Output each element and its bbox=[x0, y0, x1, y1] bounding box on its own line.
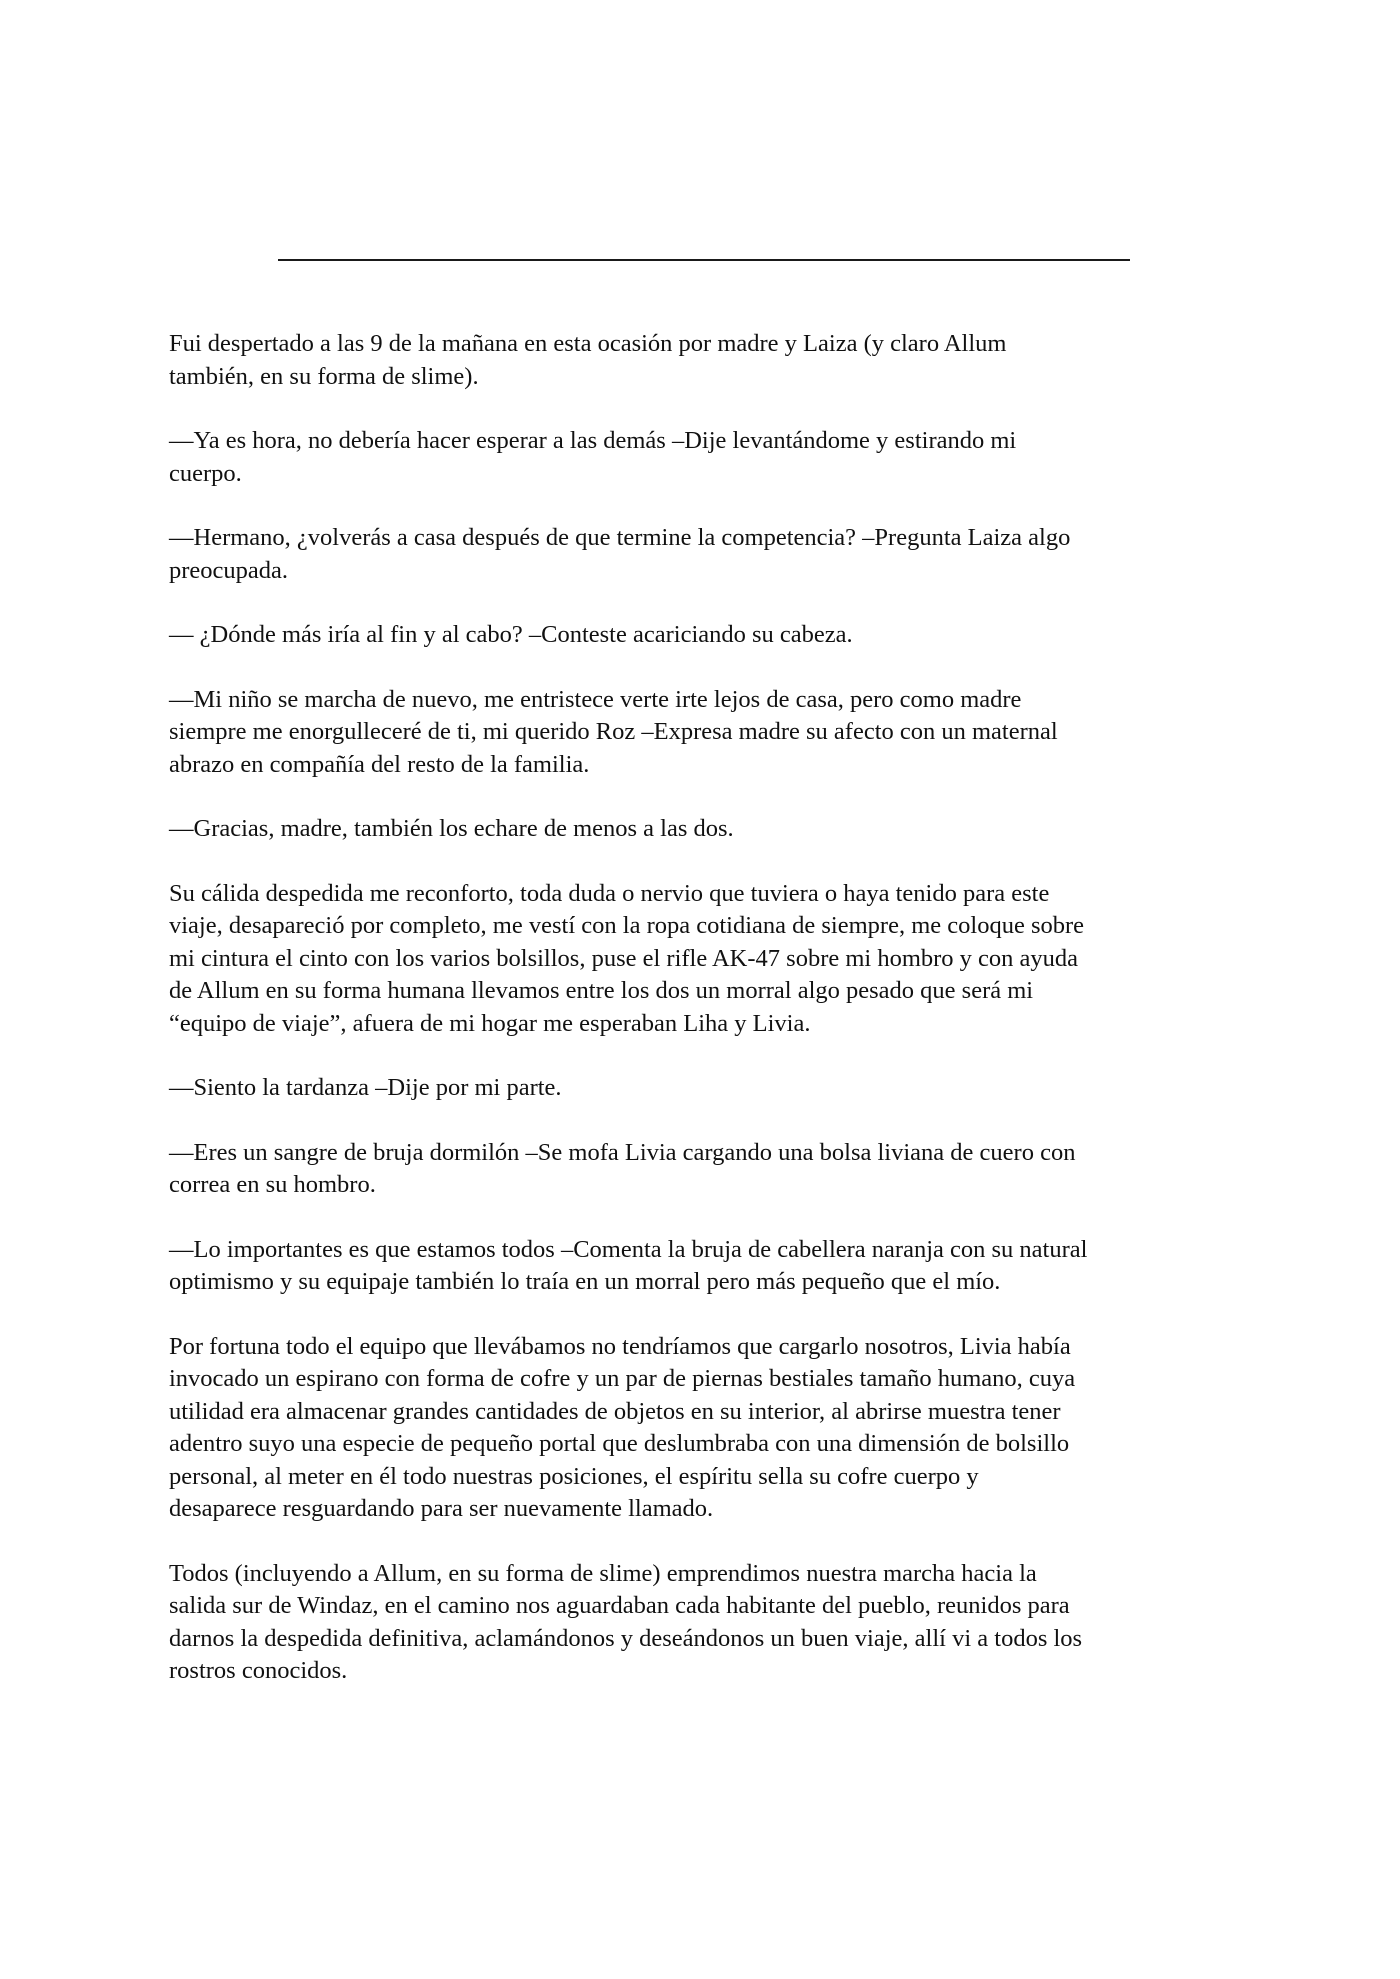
paragraph-9: —Eres un sangre de bruja dormilón –Se mofa Livia cargando una bolsa liviana de cuero con correa en su hombro. bbox=[169, 1138, 1076, 1198]
paragraph-3: —Hermano, ¿volverás a casa después de que termine la competencia? –Pregunta Laiza algo preocupada. bbox=[169, 524, 1071, 584]
paragraph-4: — ¿Dónde más iría al fin y al cabo? –Conteste acariciando su cabeza. bbox=[169, 621, 853, 648]
paragraph-5: —Mi niño se marcha de nuevo, me entristece verte irte lejos de casa, pero como madre siempre me enorgulleceré de ti, mi querido Roz –Expresa madre su afecto con un maternal abrazo en compañía del resto de la familia. bbox=[169, 685, 1058, 778]
paragraph-6: —Gracias, madre, también los echare de menos a las dos. bbox=[169, 815, 734, 842]
paragraph-11: Por fortuna todo el equipo que llevábamos no tendríamos que cargarlo nosotros, Livia había invocado un espirano con forma de cofre y un par de piernas bestiales tamaño humano, cuya utilidad era almacenar grandes cantidades de objetos en su interior, al abrirse muestra tener adentro suyo una especie de pequeño portal que deslumbraba con una dimensión de bolsillo personal, al meter en él todo nuestras posiciones, el espíritu sella su cofre cuerpo y desaparece resguardando para ser nuevamente llamado. bbox=[169, 1332, 1076, 1522]
paragraph-8: —Siento la tardanza –Dije por mi parte. bbox=[169, 1074, 562, 1101]
section-separator-line bbox=[278, 259, 1130, 261]
paragraph-7: Su cálida despedida me reconforto, toda duda o nervio que tuviera o haya tenido para este viaje, desapareció por completo, me vestí con la ropa cotidiana de siempre, me coloque sobre mi cintura el cinto con los varios bolsillos, puse el rifle AK-47 sobre mi hombro y con ayuda de Allum en su forma humana llevamos entre los dos un morral algo pesado que será mi “equipo de viaje”, afuera de mi hogar me esperaban Liha y Livia. bbox=[169, 879, 1085, 1037]
paragraph-2: —Ya es hora, no debería hacer esperar a las demás –Dije levantándome y estirando mi cuerpo. bbox=[169, 427, 1017, 487]
paragraph-12: Todos (incluyendo a Allum, en su forma de slime) emprendimos nuestra marcha hacia la salida sur de Windaz, en el camino nos aguardaban cada habitante del pueblo, reunidos para darnos la despedida definitiva, aclamándonos y deseándonos un buen viaje, allí vi a todos los rostros conocidos. bbox=[169, 1559, 1083, 1684]
paragraph-10: —Lo importantes es que estamos todos –Comenta la bruja de cabellera naranja con su natural optimismo y su equipaje también lo traía en un morral pero más pequeño que el mío. bbox=[169, 1235, 1088, 1295]
document-body bbox=[169, 328, 1244, 1720]
paragraph-1: Fui despertado a las 9 de la mañana en esta ocasión por madre y Laiza (y claro Allum también, en su forma de slime). bbox=[169, 330, 1007, 390]
